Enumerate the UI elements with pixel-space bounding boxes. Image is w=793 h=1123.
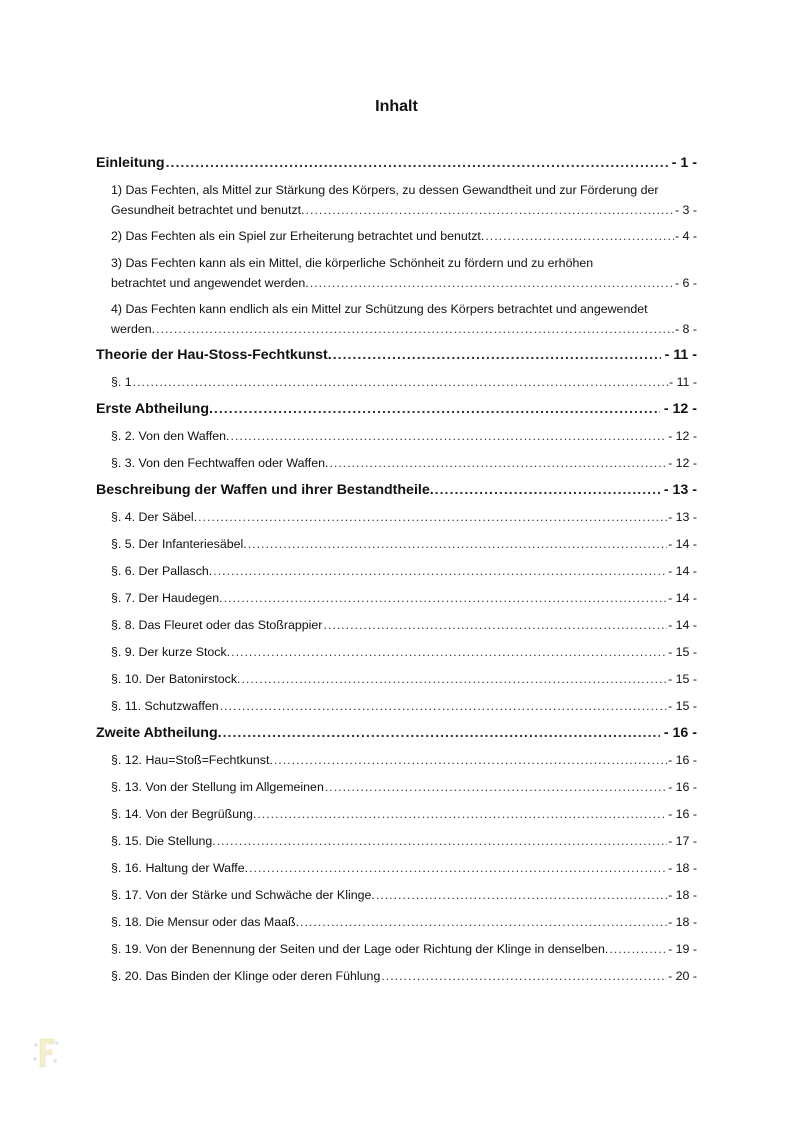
toc-entry-label: §. 3. Von den Fechtwaffen oder Waffen. <box>111 456 329 470</box>
toc-page-number: - 6 - <box>674 276 697 290</box>
toc-entry-row <box>96 342 697 369</box>
toc-page-number: - 18 - <box>668 915 697 929</box>
toc-heading-entry[interactable] <box>96 396 697 423</box>
dot-leader <box>231 423 668 450</box>
page-title: Inhalt <box>375 98 418 115</box>
dot-leader <box>217 828 667 855</box>
dot-leader <box>485 223 674 250</box>
toc-entry-label: §. 1 <box>111 375 132 389</box>
toc-entry-row <box>111 963 697 990</box>
toc-entry-row <box>96 720 697 747</box>
toc-entry[interactable] <box>96 369 697 396</box>
toc-entry-label: §. 9. Der kurze Stock. <box>111 645 231 659</box>
toc-heading-entry[interactable] <box>96 477 697 504</box>
toc-entry-row <box>111 558 697 585</box>
toc-page-number: - 13 - <box>668 510 697 524</box>
toc-entry-row <box>111 450 697 477</box>
dot-leader <box>224 585 667 612</box>
toc-page-number: - 17 - <box>668 834 697 848</box>
toc-entry[interactable] <box>96 936 697 963</box>
toc-page-number: - 11 - <box>664 347 697 363</box>
toc-entry[interactable] <box>96 177 697 223</box>
toc-page-number: - 16 - <box>668 780 697 794</box>
table-of-contents <box>96 150 697 990</box>
dot-leader <box>310 273 674 293</box>
toc-page-number: - 4 - <box>674 229 697 243</box>
dot-leader <box>609 936 667 963</box>
toc-entry-label: Theorie der Hau-Stoss-Fechtkunst. <box>96 347 332 363</box>
toc-entry-row <box>111 423 697 450</box>
toc-page-number: - 20 - <box>668 969 697 983</box>
toc-entry-row <box>111 319 697 339</box>
toc-entry[interactable] <box>96 963 697 990</box>
toc-page-number: - 13 - <box>663 482 697 498</box>
toc-entry-row <box>111 504 697 531</box>
toc-entry[interactable] <box>96 828 697 855</box>
toc-entry-label: Gesundheit betrachtet und benutzt. <box>111 203 305 217</box>
toc-entry-label: §. 14. Von der Begrüßung. <box>111 807 257 821</box>
dot-leader <box>248 531 667 558</box>
toc-entry-label: §. 10. Der Batonirstock. <box>111 672 241 686</box>
toc-entry-row <box>111 693 697 720</box>
toc-entry-label: §. 13. Von der Stellung im Allgemeinen <box>111 780 324 794</box>
dot-leader <box>323 612 667 639</box>
dot-leader <box>241 666 667 693</box>
toc-entry-row <box>96 477 697 504</box>
toc-entry-label-line: 3) Das Fechten kann als ein Mittel, die körperliche Schönheit zu fördern und zu erhöhen <box>111 256 594 270</box>
toc-entry-label: §. 20. Das Binden der Klinge oder deren Fühlung <box>111 969 381 983</box>
toc-entry[interactable] <box>96 504 697 531</box>
toc-entry-label: Erste Abtheilung. <box>96 401 213 417</box>
toc-entry[interactable] <box>96 855 697 882</box>
toc-page-number: - 18 - <box>668 861 697 875</box>
dot-leader <box>325 774 667 801</box>
toc-heading-entry[interactable] <box>96 720 697 747</box>
toc-entry[interactable] <box>96 558 697 585</box>
toc-page-number: - 15 - <box>668 672 697 686</box>
toc-entry-label: §. 6. Der Pallasch. <box>111 564 213 578</box>
toc-entry-label: Zweite Abtheilung. <box>96 725 222 741</box>
toc-page-number: - 14 - <box>668 618 697 632</box>
toc-page-number: - 19 - <box>668 942 697 956</box>
toc-entry[interactable] <box>96 774 697 801</box>
toc-entry[interactable] <box>96 747 697 774</box>
toc-entry-row <box>96 396 697 423</box>
dot-leader <box>223 720 660 747</box>
toc-page-number: - 14 - <box>668 564 697 578</box>
toc-entry[interactable] <box>96 909 697 936</box>
publisher-logo-icon <box>30 1035 62 1071</box>
dot-leader <box>133 369 668 396</box>
dot-leader <box>274 747 667 774</box>
dot-leader <box>257 801 667 828</box>
toc-entry-label: §. 12. Hau=Stoß=Fechtkunst. <box>111 753 273 767</box>
toc-entry[interactable] <box>96 801 697 828</box>
toc-page-number: - 3 - <box>674 203 697 217</box>
toc-entry[interactable] <box>96 882 697 909</box>
toc-page-number: - 16 - <box>663 725 697 741</box>
toc-page-number: - 11 - <box>669 375 697 389</box>
toc-entry-label: werden. <box>111 322 156 336</box>
toc-page-number: - 12 - <box>663 401 697 417</box>
toc-entry[interactable] <box>96 585 697 612</box>
dot-leader <box>220 693 667 720</box>
toc-entry-label: §. 16. Haltung der Waffe. <box>111 861 249 875</box>
toc-entry[interactable] <box>96 693 697 720</box>
toc-page-number: - 18 - <box>668 888 697 902</box>
dot-leader <box>329 450 667 477</box>
toc-heading-entry[interactable] <box>96 150 697 177</box>
dot-leader <box>306 200 674 220</box>
dot-leader <box>213 558 667 585</box>
toc-entry[interactable] <box>96 666 697 693</box>
toc-entry-row <box>111 200 697 220</box>
toc-entry-label: §. 19. Von der Benennung der Seiten und der Lage oder Richtung der Klinge in denselben. <box>111 942 609 956</box>
toc-heading-entry[interactable] <box>96 342 697 369</box>
toc-entry-label: §. 8. Das Fleuret oder das Stoßrappier <box>111 618 323 632</box>
toc-page-number: - 16 - <box>668 753 697 767</box>
dot-leader <box>156 319 674 339</box>
toc-entry-label: betrachtet und angewendet werden. <box>111 276 309 290</box>
toc-entry-label: §. 17. Von der Stärke und Schwäche der Klinge. <box>111 888 375 902</box>
toc-entry-row <box>111 223 697 250</box>
toc-entry[interactable] <box>96 639 697 666</box>
toc-page-number: - 16 - <box>668 807 697 821</box>
toc-page-number: - 1 - <box>671 155 697 171</box>
toc-entry-row <box>111 801 697 828</box>
toc-entry[interactable] <box>96 296 697 342</box>
toc-entry-label: §. 15. Die Stellung. <box>111 834 216 848</box>
toc-entry-row <box>111 531 697 558</box>
dot-leader <box>300 909 667 936</box>
toc-entry-row <box>111 369 697 396</box>
toc-entry-row <box>111 774 697 801</box>
toc-entry-row <box>111 936 697 963</box>
toc-entry-row <box>111 882 697 909</box>
toc-entry[interactable] <box>96 250 697 296</box>
toc-page-number: - 12 - <box>668 429 697 443</box>
toc-entry-label: §. 11. Schutzwaffen <box>111 699 219 713</box>
toc-page-number: - 14 - <box>668 537 697 551</box>
dot-leader <box>333 342 661 369</box>
toc-entry-label-line: 1) Das Fechten, als Mittel zur Stärkung des Körpers, zu dessen Gewandtheit und zur Förderung der <box>111 183 659 197</box>
dot-leader <box>231 639 667 666</box>
toc-entry-row <box>111 639 697 666</box>
toc-entry[interactable] <box>96 423 697 450</box>
dot-leader <box>214 396 660 423</box>
dot-leader <box>435 477 660 504</box>
toc-entry-row <box>111 612 697 639</box>
toc-entry-label: §. 5. Der Infanteriesäbel. <box>111 537 247 551</box>
toc-page-number: - 15 - <box>668 645 697 659</box>
toc-entry-label: §. 2. Von den Waffen. <box>111 429 230 443</box>
toc-page-number: - 15 - <box>668 699 697 713</box>
toc-page-number: - 8 - <box>674 322 697 336</box>
toc-entry[interactable] <box>96 612 697 639</box>
toc-entry-label-line: 4) Das Fechten kann endlich als ein Mittel zur Schützung des Körpers betrachtet und angewendet <box>111 302 648 316</box>
toc-entry[interactable] <box>96 531 697 558</box>
toc-entry-label: 2) Das Fechten als ein Spiel zur Erheiterung betrachtet und benutzt. <box>111 229 485 243</box>
toc-page-number: - 14 - <box>668 591 697 605</box>
toc-entry-row <box>111 855 697 882</box>
toc-entry-label: Beschreibung der Waffen und ihrer Bestandtheile. <box>96 482 434 498</box>
toc-entry-label: §. 4. Der Säbel. <box>111 510 198 524</box>
toc-entry-row <box>96 150 697 177</box>
toc-entry-row <box>111 273 697 293</box>
toc-entry-label: Einleitung <box>96 155 165 171</box>
toc-entry-row <box>111 585 697 612</box>
toc-entry-label: §. 7. Der Haudegen. <box>111 591 223 605</box>
dot-leader <box>381 963 667 990</box>
toc-entry[interactable] <box>96 223 697 250</box>
dot-leader <box>198 504 667 531</box>
toc-entry[interactable] <box>96 450 697 477</box>
toc-entry-row <box>111 909 697 936</box>
toc-page-number: - 12 - <box>668 456 697 470</box>
toc-entry-row <box>111 828 697 855</box>
dot-leader <box>166 150 668 177</box>
dot-leader <box>249 855 667 882</box>
toc-entry-row <box>111 747 697 774</box>
toc-entry-row <box>111 666 697 693</box>
dot-leader <box>376 882 667 909</box>
toc-entry-label: §. 18. Die Mensur oder das Maaß. <box>111 915 300 929</box>
